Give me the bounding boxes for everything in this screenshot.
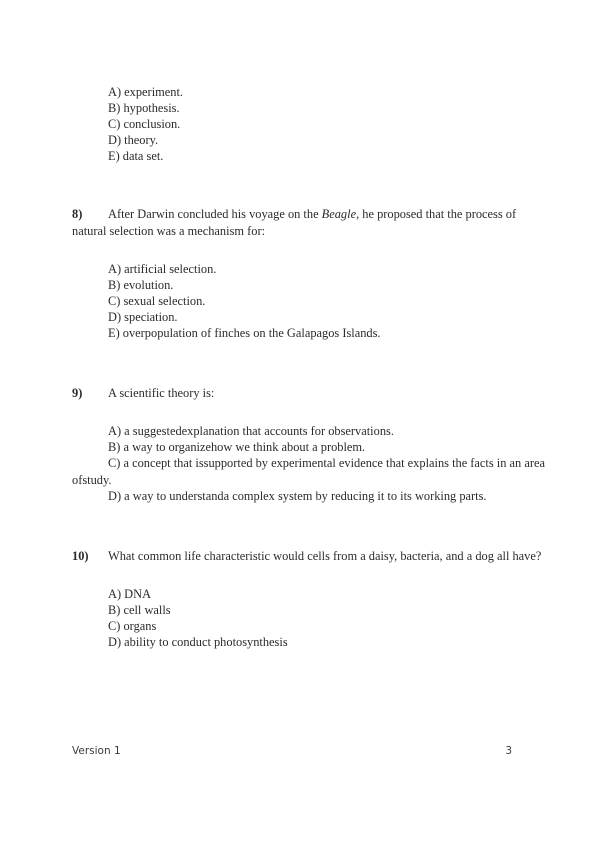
- question-8-number: 8): [72, 207, 83, 222]
- list-item: C) conclusion.: [108, 117, 181, 132]
- list-item: B) hypothesis.: [108, 101, 180, 116]
- list-item: E) overpopulation of finches on the Galapagos Islands.: [108, 326, 381, 341]
- list-item: D) speciation.: [108, 309, 178, 324]
- question-10-text: What common life characteristic would cells from a daisy, bacteria, and a dog all have?: [108, 548, 542, 563]
- list-item: C) organs: [108, 618, 157, 633]
- list-item: C) a concept that issupported by experimental evidence that explains the facts in an area ofstudy.: [72, 456, 545, 487]
- page-content: [72, 84, 546, 650]
- spacer: [72, 341, 546, 385]
- question-9-option-list: [72, 423, 546, 503]
- list-item: C) sexual selection.: [108, 293, 206, 308]
- question-9-number: 9): [72, 386, 83, 401]
- question-9-stem: [72, 385, 546, 401]
- question-8-option-list: [108, 261, 546, 341]
- list-item: D) ability to conduct photosynthesis: [108, 635, 288, 650]
- spacer: [72, 239, 546, 261]
- list-item: B) cell walls: [108, 602, 171, 617]
- question-10-option-list: [108, 586, 546, 650]
- list-item: A) a suggestedexplanation that accounts for observations.: [108, 424, 394, 439]
- spacer: [72, 504, 546, 548]
- list-item: B) evolution.: [108, 277, 174, 292]
- list-item: D) a way to understanda complex system by reducing it to its working parts.: [108, 488, 487, 503]
- list-item: A) DNA: [108, 586, 152, 601]
- page-number: 3: [505, 745, 512, 757]
- question-8-text-italic: Beagle: [321, 207, 357, 222]
- version-label: Version 1: [72, 745, 121, 757]
- question-8-stem: [72, 206, 546, 238]
- list-item: A) artificial selection.: [108, 261, 217, 276]
- question-8-text-part2: , he proposed that the process of natural selection was a mechanism for:: [72, 207, 517, 238]
- question-8-text-part1: After Darwin concluded his voyage on the: [108, 207, 322, 222]
- page-footer: [72, 745, 512, 757]
- list-item: D) theory.: [108, 133, 159, 148]
- spacer: [72, 564, 546, 586]
- question-10-stem: [72, 548, 546, 564]
- list-item: A) experiment.: [108, 85, 184, 99]
- question-9-text: A scientific theory is:: [108, 386, 215, 401]
- spacer: [72, 164, 546, 206]
- carryover-option-list: [108, 84, 546, 164]
- list-item: E) data set.: [108, 149, 164, 164]
- list-item: B) a way to organizehow we think about a problem.: [108, 440, 366, 455]
- question-10-number: 10): [72, 548, 89, 563]
- spacer: [72, 401, 546, 423]
